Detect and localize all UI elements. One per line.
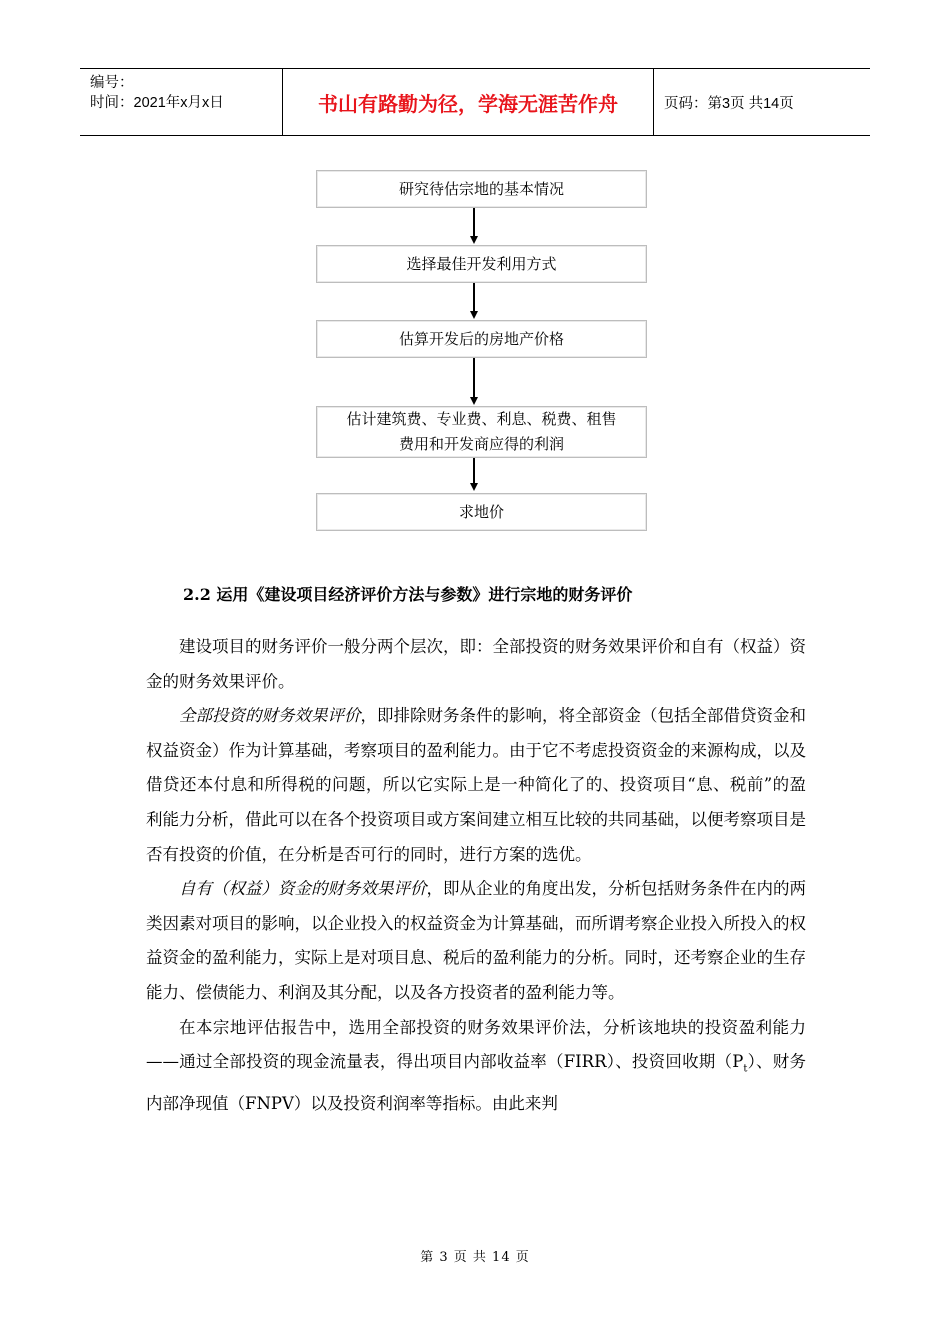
italic-term: 全部投资的财务效果评价 [179,706,361,726]
subscript: t [743,1063,748,1075]
flow-step-3 [316,320,647,358]
flow-step-label: 求地价 [458,502,504,521]
header-motto: 书山有路勤为径，学海无涯苦作舟 [282,69,654,135]
flow-step-label-line2: 费用和开发商应得的利润 [398,435,564,453]
flow-step-1 [316,170,647,208]
paragraph-text: ）、财务内部净现值（FNPV）以及投资利润率等指标。由此来判 [146,1052,806,1114]
paragraph-text: ，即从企业的角度出发，分析包括财务条件在内的两类因素对项目的影响，以企业投入的权益资金为计算基础，而所谓考察企业投入所投入的权益资金的盈利能力，实际上是对项目息、税后的盈利能力的分析。同时，还考察企业的生存能力、偿债能力、利润及其分配，以及各方投资者的盈利能力等。 [146,879,806,1002]
flow-step-5 [316,493,647,531]
paragraph-text: 在本宗地评估报告中，选用全部投资的财务效果评价法，分析该地块的投资盈利能力——通过全部投资的现金流量表，得出项目内部收益率（FIRR）、投资回收期（P [146,1017,806,1072]
arrow-down-icon [470,311,478,319]
section-heading: 2.2 运用《建设项目经济评价方法与参数》进行宗地的财务评价 [183,585,633,604]
flow-step-2 [316,245,647,283]
flow-step-label: 研究待估宗地的基本情况 [398,179,564,198]
flow-arrow-line [473,358,475,397]
flowchart [0,0,950,560]
flow-step-label-line1: 估计建筑费、专业费、利息、税费、租售 [346,410,617,428]
flow-step-4 [316,406,647,458]
header-page-info: 页码：第3页 共14页 [664,95,794,112]
document-time-label: 时间：2021年x月x日 [90,95,224,111]
paragraph [146,699,806,872]
paragraph: 建设项目的财务评价一般分两个层次，即：全部投资的财务效果评价和自有（权益）资金的财务效果评价。 [146,637,806,691]
paragraph [146,872,806,1010]
document-number-label: 编号： [90,75,134,91]
flow-step-label: 选择最佳开发利用方式 [406,254,557,273]
flow-arrow-line [473,283,475,311]
italic-term: 自有（权益）资金的财务效果评价 [179,879,427,899]
paragraph-text: ，即排除财务条件的影响，将全部资金（包括全部借贷资金和权益资金）作为计算基础，考察项目的盈利能力。由于它不考虑投资资金的来源构成，以及借贷还本付息和所得税的问题，所以它实际上是一种简化了的、投资项目“息、税前”的盈利能力分析，借此可以在各个投资项目或方案间建立相互比较的共同基础，以便考察项目是否有投资的价值，在分析是否可行的同时，进行方案的选优。 [146,706,806,864]
page-footer: 第 3 页 共 14 页 [420,1250,530,1265]
body-text [146,630,806,1122]
arrow-down-icon [470,397,478,405]
arrow-down-icon [470,236,478,244]
arrow-down-icon [470,483,478,491]
paragraph [146,1011,806,1122]
flow-arrow-line [473,458,475,483]
flow-arrow-line [473,208,475,236]
flow-step-label: 估算开发后的房地产价格 [398,329,564,348]
